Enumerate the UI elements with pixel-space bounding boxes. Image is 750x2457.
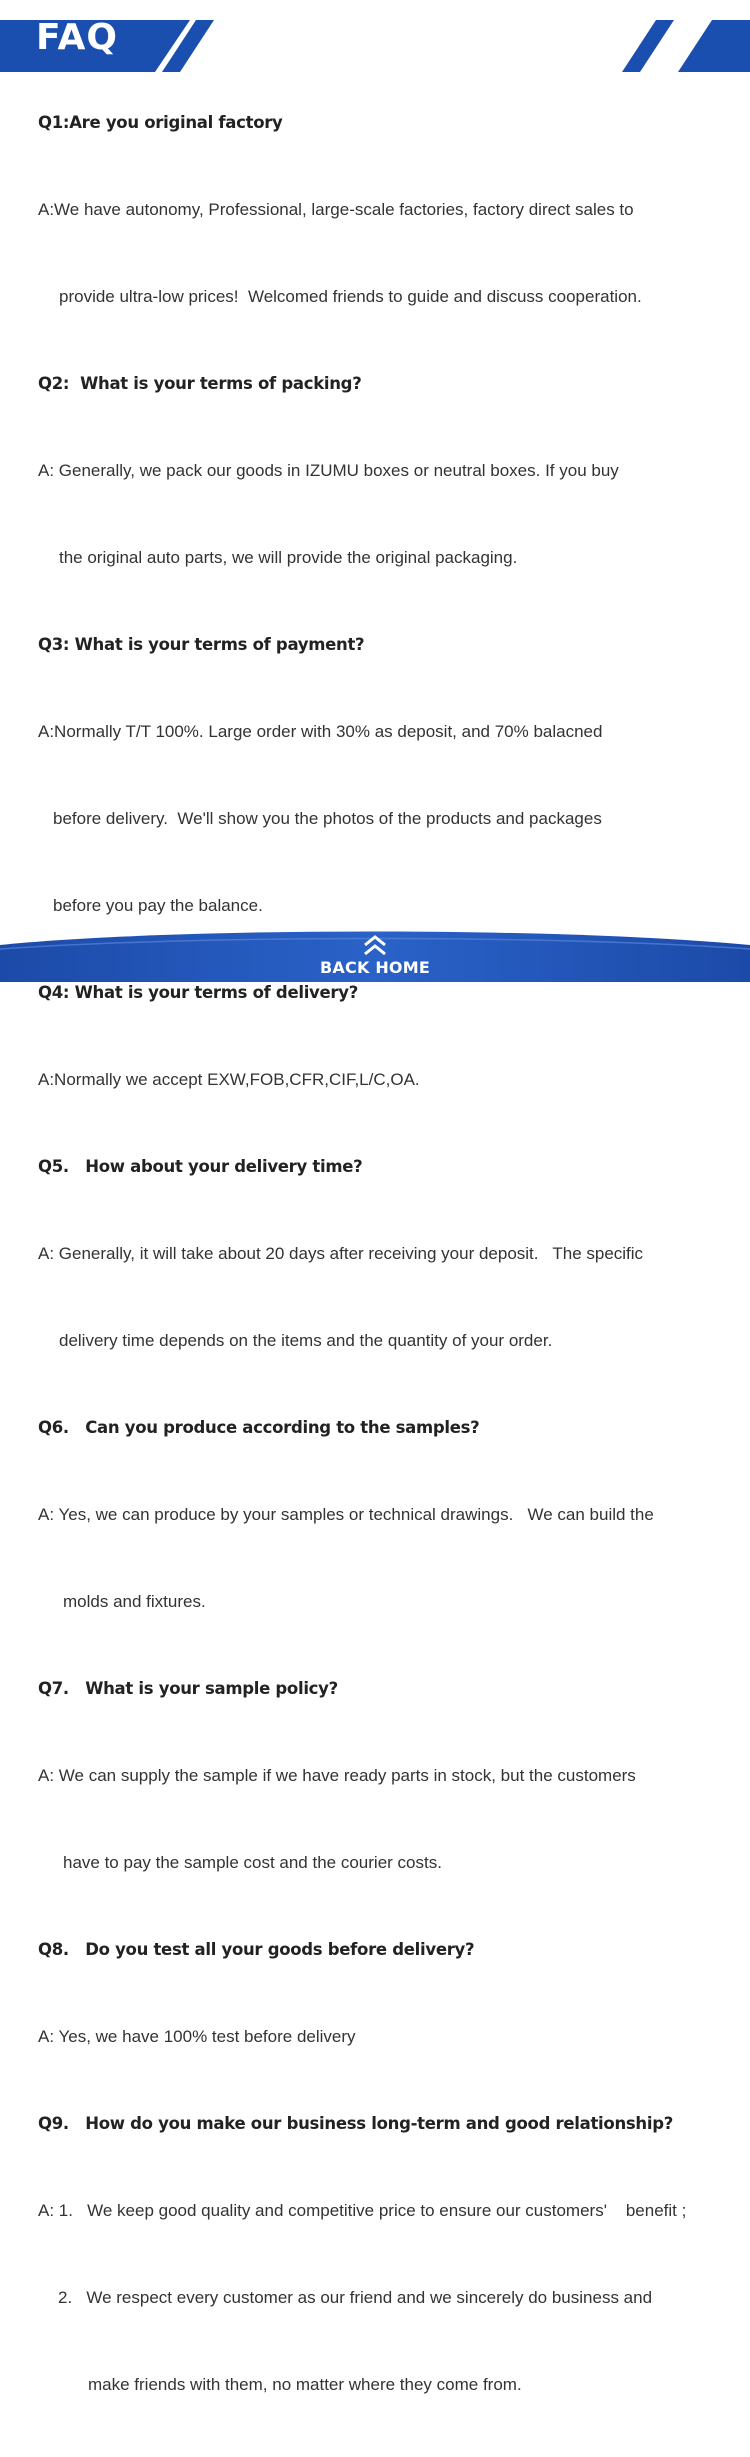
answer-line: A:Normally T/T 100%. Large order with 30% as deposit, and 70% balacned [38, 722, 603, 741]
faq-answer [38, 1181, 738, 1413]
faq-header [0, 0, 750, 72]
faq-list [38, 108, 738, 2457]
answer-line: A: We can supply the sample if we have ready parts in stock, but the customers [38, 1766, 636, 1785]
answer-line: A:Normally we accept EXW,FOB,CFR,CIF,L/C,OA. [38, 1070, 420, 1089]
answer-line: 2. We respect every customer as our friend and we sincerely do business and [58, 2288, 653, 2307]
answer-line: before you pay the balance. [53, 896, 263, 915]
answer-line: A: 1. We keep good quality and competitive price to ensure our customers' benefit ; [38, 2201, 687, 2220]
double-chevron-up-icon [362, 935, 388, 957]
faq-item-4 [38, 978, 738, 1152]
answer-line: provide ultra-low prices! Welcomed friends to guide and discuss cooperation. [59, 287, 642, 306]
faq-question: Q5. How about your delivery time? [38, 1157, 363, 1176]
faq-answer [38, 398, 738, 630]
answer-line: delivery time depends on the items and the quantity of your order. [59, 1331, 553, 1350]
answer-line: make friends with them, no matter where they come from. [88, 2375, 522, 2394]
answer-line: A:We have autonomy, Professional, large-scale factories, factory direct sales to [38, 200, 634, 219]
answer-line: before delivery. We'll show you the photos of the products and packages [53, 809, 602, 828]
faq-item-6 [38, 1413, 738, 1674]
answer-line: A: Yes, we have 100% test before delivery [38, 2027, 356, 2046]
page-title: FAQ [36, 17, 118, 58]
faq-item-9 [38, 2109, 738, 2457]
faq-answer [38, 2138, 738, 2457]
faq-item-5 [38, 1152, 738, 1413]
faq-answer [38, 1964, 738, 2109]
faq-answer [38, 1007, 738, 1152]
answer-line: the original auto parts, we will provide the original packaging. [59, 548, 518, 567]
faq-answer [38, 1703, 738, 1935]
faq-question: Q4: What is your terms of delivery? [38, 983, 358, 1002]
faq-question: Q6. Can you produce according to the samples? [38, 1418, 480, 1437]
faq-question: Q2: What is your terms of packing? [38, 374, 362, 393]
faq-item-1 [38, 108, 738, 369]
faq-question: Q7. What is your sample policy? [38, 1679, 338, 1698]
faq-question: Q9. How do you make our business long-term and good relationship? [38, 2114, 674, 2133]
faq-item-8 [38, 1935, 738, 2109]
answer-line: A: Generally, it will take about 20 days after receiving your deposit. The specific [38, 1244, 644, 1263]
faq-item-2 [38, 369, 738, 630]
answer-line: A: Generally, we pack our goods in IZUMU boxes or neutral boxes. If you buy [38, 461, 619, 480]
back-home-label: BACK HOME [320, 958, 430, 977]
faq-answer [38, 137, 738, 369]
answer-line: A: Yes, we can produce by your samples or technical drawings. We can build the [38, 1505, 654, 1524]
faq-question: Q3: What is your terms of payment? [38, 635, 365, 654]
faq-question: Q8. Do you test all your goods before delivery? [38, 1940, 475, 1959]
faq-item-7 [38, 1674, 738, 1935]
answer-line: molds and fixtures. [63, 1592, 206, 1611]
faq-question: Q1:Are you original factory [38, 113, 283, 132]
faq-answer [38, 1442, 738, 1674]
answer-line: have to pay the sample cost and the courier costs. [63, 1853, 442, 1872]
